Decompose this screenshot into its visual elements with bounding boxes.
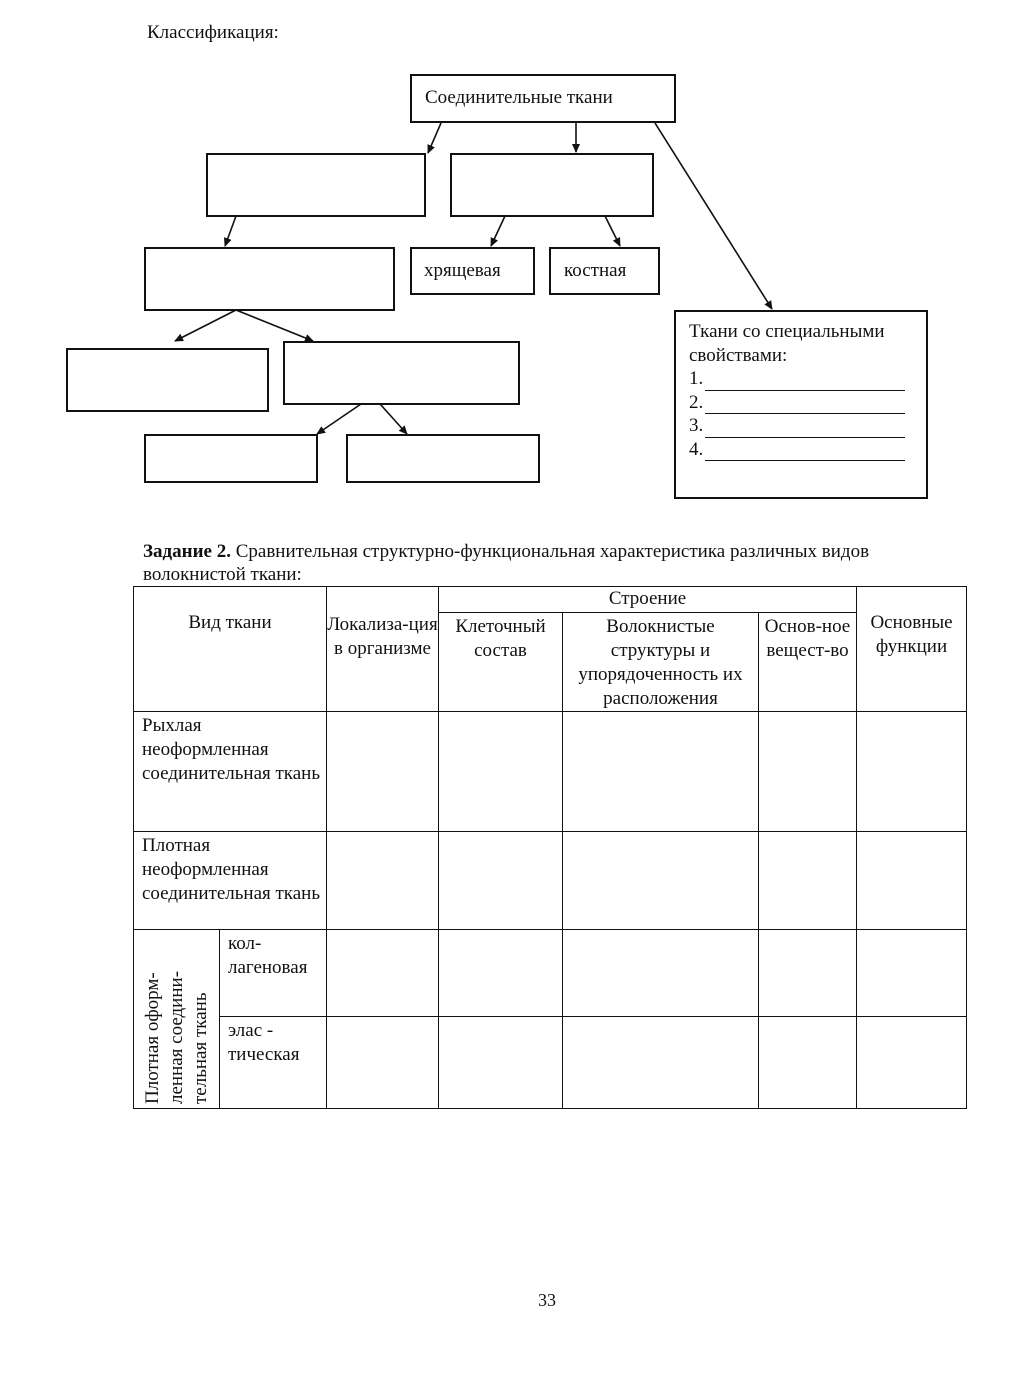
table-cell bbox=[759, 930, 857, 1017]
table-cell bbox=[857, 832, 967, 930]
arrow-dense-to-irregular bbox=[317, 404, 361, 434]
cartilage-label: хрящевая bbox=[424, 260, 501, 281]
classification-label: Классификация: bbox=[147, 22, 279, 43]
blank-box-level2-left bbox=[144, 247, 395, 311]
comparison-table bbox=[133, 586, 967, 1109]
table-cell bbox=[439, 1017, 563, 1109]
header-fibers: Волокнистые структуры и упорядоченность их расположения bbox=[563, 613, 759, 712]
table-row bbox=[134, 930, 967, 1017]
row-collagen-label: кол-лагеновая bbox=[220, 930, 327, 1017]
table-cell bbox=[857, 712, 967, 832]
blank-box-level4-left bbox=[144, 434, 318, 483]
special-title-line1: Ткани со специальными bbox=[689, 321, 885, 342]
header-ground-substance: Основ-ное вещест-во bbox=[759, 613, 857, 712]
bone-box bbox=[549, 247, 660, 295]
special-item-4: 4. bbox=[689, 438, 916, 462]
table-cell bbox=[759, 832, 857, 930]
blank-box-level1-left bbox=[206, 153, 426, 217]
arrow-left-to-fibrous bbox=[225, 216, 236, 246]
bone-label: костная bbox=[564, 260, 627, 281]
header-cellular: Клеточный состав bbox=[439, 613, 563, 712]
root-label: Соединительные ткани bbox=[425, 87, 613, 108]
arrow-dense-to-regular bbox=[380, 404, 407, 434]
arrow-root-to-special bbox=[655, 123, 772, 309]
root-box bbox=[410, 74, 676, 123]
table-cell bbox=[759, 1017, 857, 1109]
arrow-middle-to-cartilage bbox=[491, 216, 505, 246]
header-localization: Локализа-ция в организме bbox=[327, 587, 439, 712]
special-title-line2: свойствами: bbox=[689, 344, 788, 366]
table-cell bbox=[857, 1017, 967, 1109]
special-item-2: 2. bbox=[689, 391, 916, 415]
arrow-middle-to-bone bbox=[605, 216, 620, 246]
table-cell bbox=[563, 832, 759, 930]
blank-rule bbox=[705, 372, 905, 391]
row-loose-label: Рыхлая неоформленная соединительная ткань bbox=[134, 712, 327, 832]
task-text: Сравнительная структурно-функциональная характеристика различных видов волокнистой ткани: bbox=[143, 541, 870, 585]
table-cell bbox=[439, 930, 563, 1017]
row-dense-regular-label bbox=[134, 930, 220, 1109]
table-cell bbox=[439, 832, 563, 930]
row-dense-irregular-label: Плотная неоформленная соединительная ткань bbox=[134, 832, 327, 930]
header-tissue-type: Вид ткани bbox=[134, 587, 327, 712]
blank-rule bbox=[705, 395, 905, 414]
table-row bbox=[134, 712, 967, 832]
cartilage-box bbox=[410, 247, 535, 295]
special-item-3: 3. bbox=[689, 414, 916, 438]
table-cell bbox=[327, 930, 439, 1017]
table-row bbox=[134, 1017, 967, 1109]
blank-box-level4-right bbox=[346, 434, 540, 483]
table-cell bbox=[327, 832, 439, 930]
arrow-fibrous-to-dense bbox=[236, 310, 313, 341]
table-row bbox=[134, 832, 967, 930]
table-cell bbox=[563, 930, 759, 1017]
blank-box-level3-right bbox=[283, 341, 520, 405]
dense-regular-vertical-text: Плотная оформ-ленная соедини-тельная ткань bbox=[142, 970, 211, 1104]
table-cell bbox=[563, 1017, 759, 1109]
table-cell bbox=[327, 712, 439, 832]
blank-box-level3-left bbox=[66, 348, 269, 412]
table-cell bbox=[439, 712, 563, 832]
page-number: 33 bbox=[538, 1290, 556, 1310]
table-cell bbox=[563, 712, 759, 832]
table-cell bbox=[857, 930, 967, 1017]
arrow-root-to-left bbox=[428, 123, 441, 153]
header-structure: Строение bbox=[439, 587, 857, 613]
task-number: Задание 2. bbox=[143, 541, 231, 562]
table-cell bbox=[759, 712, 857, 832]
blank-box-level1-middle bbox=[450, 153, 654, 217]
special-item-1: 1. bbox=[689, 367, 916, 391]
blank-rule bbox=[705, 442, 905, 461]
arrow-fibrous-to-loose bbox=[175, 310, 236, 341]
task-heading bbox=[143, 540, 973, 586]
table-cell bbox=[327, 1017, 439, 1109]
row-elastic-label: элас - тическая bbox=[220, 1017, 327, 1109]
special-properties-box bbox=[674, 310, 928, 499]
blank-rule bbox=[705, 419, 905, 438]
header-functions: Основные функции bbox=[857, 587, 967, 712]
